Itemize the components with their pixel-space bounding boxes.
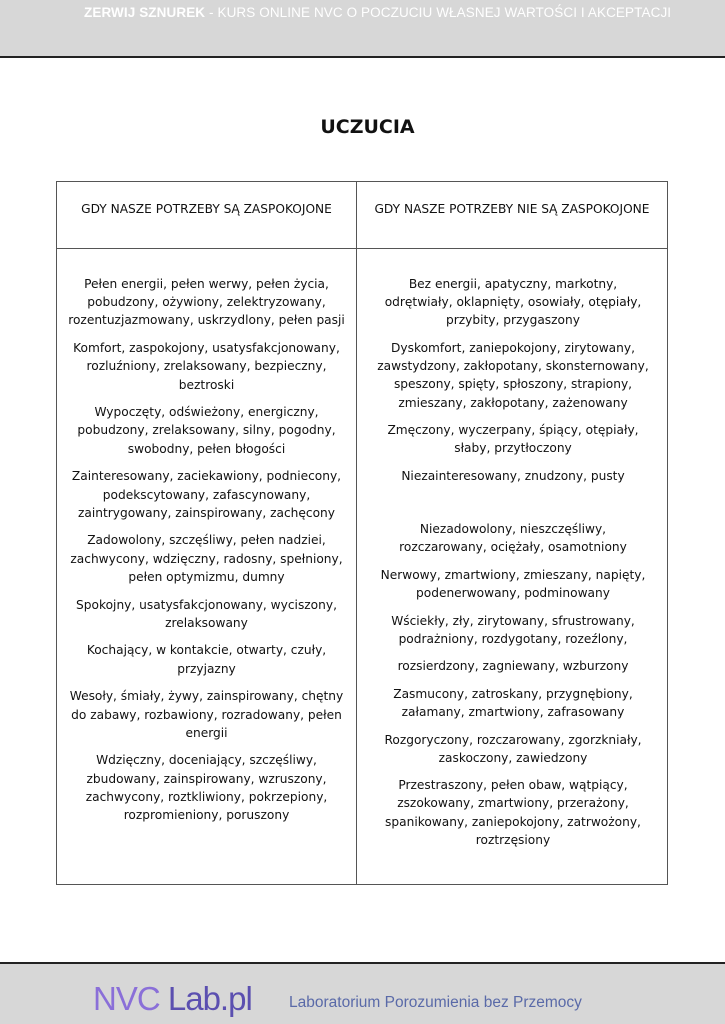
unmet-needs-header: GDY NASZE POTRZEBY NIE SĄ ZASPOKOJONE <box>374 202 650 216</box>
feeling-group: Dyskomfort, zaniepokojony, zirytowany, zawstydzony, zakłopotany, skonsternowany, speszony, spięty, spłoszony, strapiony, zmieszany, zakłopotany, zażenowany <box>377 340 649 410</box>
feeling-group: Rozgoryczony, rozczarowany, zgorzkniały, zaskoczony, zawiedzony <box>384 732 642 765</box>
logo-lab-text: Lab.pl <box>167 980 252 1017</box>
feeling-group: Przestraszony, pełen obaw, wątpiący, zszokowany, zmartwiony, przerażony, spanikowany, zaniepokojony, zatrwożony, roztrzęsiony <box>385 778 641 847</box>
unmet-needs-column <box>375 275 651 858</box>
footer-bar <box>0 962 725 1024</box>
spacer <box>375 494 651 520</box>
feeling-group: Zmęczony, wyczerpany, śpiący, otępiały, słaby, przytłoczony <box>387 423 639 456</box>
course-name: ZERWIJ SZNUREK <box>84 5 206 20</box>
feeling-group: rozsierdzony, zagniewany, wzburzony <box>397 659 629 674</box>
met-needs-header: GDY NASZE POTRZEBY SĄ ZASPOKOJONE <box>81 202 332 216</box>
feeling-group: Pełen energii, pełen werwy, pełen życia, pobudzony, ożywiony, zelektryzowany, rozentuzjazmowany, uskrzydlony, pełen pasji <box>68 277 345 328</box>
feeling-group: Komfort, zaspokojony, usatysfakcjonowany, rozluźniony, zrelaksowany, bezpieczny, beztroski <box>73 341 340 392</box>
feeling-group: Kochający, w kontakcie, otwarty, czuły, przyjazny <box>86 643 327 676</box>
header-bar <box>0 0 725 58</box>
met-needs-column <box>65 275 348 834</box>
feeling-group: Bez energii, apatyczny, markotny, odrętwiały, oklapnięty, osowiały, otępiały, przybity, przygaszony <box>384 277 642 328</box>
feeling-group: Nerwowy, zmartwiony, zmieszany, napięty, podenerwowany, podminowany <box>380 567 646 601</box>
logo-nvc-text: NVC <box>93 980 160 1017</box>
feeling-group: Wdzięczny, doceniający, szczęśliwy, zbudowany, zainspirowany, wzruszony, zachwycony, roztkliwiony, pokrzepiony, rozpromieniony, poruszony <box>85 753 328 823</box>
nvclab-logo <box>93 980 252 1018</box>
feeling-group: Zasmucony, zatroskany, przygnębiony, załamany, zmartwiony, zafrasowany <box>393 686 633 720</box>
feeling-group: Wściekły, zły, zirytowany, sfrustrowany, podrażniony, rozdygotany, rozeźlony, <box>391 613 635 646</box>
feeling-group: Zainteresowany, zaciekawiony, podniecony, podekscytowany, zafascynowany, zaintrygowany, zainspirowany, zachęcony <box>71 469 342 520</box>
feeling-group: Niezainteresowany, znudzony, pusty <box>401 468 625 483</box>
header-divider <box>57 248 667 249</box>
footer-tagline: Laboratorium Porozumienia bez Przemocy <box>289 994 582 1011</box>
course-title <box>84 5 671 20</box>
feeling-group: Wesoły, śmiały, żywy, zainspirowany, chętny do zabawy, rozbawiony, rozradowany, pełen energii <box>69 689 344 740</box>
course-subtitle: - KURS ONLINE NVC O POCZUCIU WŁASNEJ WARTOŚCI I AKCEPTACJI <box>205 5 672 20</box>
page-title: UCZUCIA <box>320 116 415 138</box>
feeling-group: Wypoczęty, odświeżony, energiczny, pobudzony, zrelaksowany, silny, pogodny, swobodny, pełen błogości <box>77 405 336 456</box>
feeling-group: Spokojny, usatysfakcjonowany, wyciszony, zrelaksowany <box>76 597 337 630</box>
feeling-group: Niezadowolony, nieszczęśliwy, rozczarowany, ociężały, osamotniony <box>399 522 627 555</box>
feelings-table <box>56 181 668 885</box>
column-divider <box>356 182 357 884</box>
feeling-group: Zadowolony, szczęśliwy, pełen nadziei, zachwycony, wdzięczny, radosny, spełniony, pełen optymizmu, dumny <box>70 533 343 584</box>
